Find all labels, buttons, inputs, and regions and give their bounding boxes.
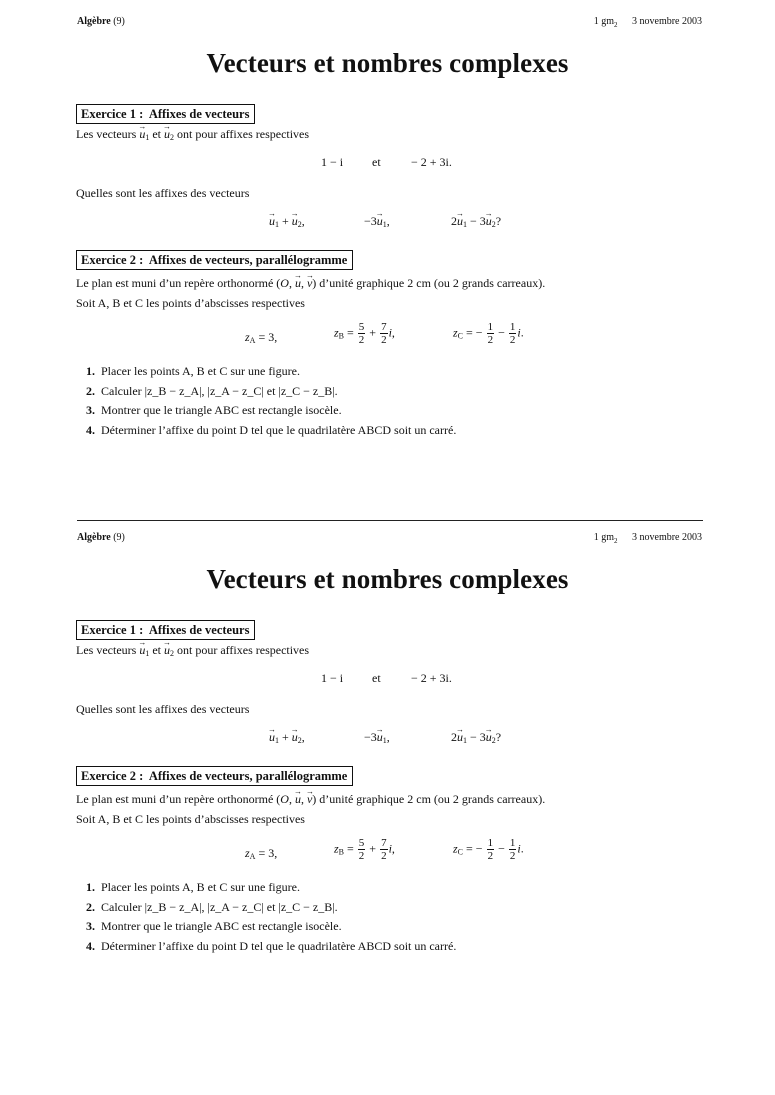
affix-2: − 2 + 3i. xyxy=(411,671,452,685)
exercise-2-heading: Exercice 2 : Affixes de vecteurs, parallélogramme xyxy=(76,250,353,270)
affix-and: et xyxy=(372,671,381,685)
exercise-sheet-top xyxy=(0,0,775,515)
exercise-2-line1: Le plan est muni d’un repère orthonormé (O, → u, → v) d’unité graphique 2 cm (ou 2 grands carreaux). xyxy=(76,276,545,291)
z-a: $z_A = 3$, xyxy=(245,846,278,861)
exercise-1-intro: Les vecteurs → $u_1$ et → $u_2$ ont pour affixes respectives xyxy=(76,127,309,145)
exercise-2-line2: Soit A, B et C les points d’abscisses respectives xyxy=(76,812,305,826)
vector-comb: $2\to u_1 - 3\to u_2$? xyxy=(451,730,501,748)
list-item: 4. Déterminer l’affixe du point D tel que le quadrilatère ABCD soit un carré. xyxy=(86,423,457,437)
exercise-1-intro: Les vecteurs → $u_1$ et → $u_2$ ont pour affixes respectives xyxy=(76,643,309,661)
z-b: $z_B$ = $\frac{5}{2}$ + $\frac{7}{2}$ i, xyxy=(334,321,395,346)
z-a: $z_A = 3$, xyxy=(245,330,278,345)
header-subject: Algèbre (9) xyxy=(77,532,125,543)
exercise-2-line1: Le plan est muni d’un repère orthonormé (O, → u, → v) d’unité graphique 2 cm (ou 2 grands carreaux). xyxy=(76,792,545,807)
exercise-sheet-bottom xyxy=(0,516,775,1031)
vector-sum: → $u_1$ + → $u_2$, xyxy=(269,730,305,748)
list-item: 2. Calculer |z_B − z_A|, |z_A − z_C| et |z_C − z_B|. xyxy=(86,900,338,914)
affix-1: 1 − i xyxy=(321,671,344,685)
list-item: 1. Placer les points A, B et C sur une figure. xyxy=(86,880,300,894)
exercise-1-heading: Exercice 1 : Affixes de vecteurs xyxy=(76,104,255,124)
exercise-2-heading: Exercice 2 : Affixes de vecteurs, parallélogramme xyxy=(76,766,353,786)
header-class-date: 1 $gm_2$ 3 novembre 2003 xyxy=(593,532,702,545)
header-subject: Algèbre (9) xyxy=(77,16,125,27)
list-item: 2. Calculer |z_B − z_A|, |z_A − z_C| et |z_C − z_B|. xyxy=(86,384,338,398)
list-item: 3. Montrer que le triangle ABC est rectangle isocèle. xyxy=(86,403,342,417)
vector-neg: $-3\to u_1$, xyxy=(364,730,390,748)
exercise-1-question: Quelles sont les affixes des vecteurs xyxy=(76,702,250,716)
header-class-date: 1 $gm_2$ 3 novembre 2003 xyxy=(593,16,702,29)
page-title: Vecteurs et nombres complexes xyxy=(206,48,569,78)
list-item: 3. Montrer que le triangle ABC est rectangle isocèle. xyxy=(86,919,342,933)
exercise-1-heading: Exercice 1 : Affixes de vecteurs xyxy=(76,620,255,640)
affix-2: − 2 + 3i. xyxy=(411,155,452,169)
vector-neg: $-3\to u_1$, xyxy=(364,214,390,232)
page-title: Vecteurs et nombres complexes xyxy=(206,564,569,594)
list-item: 1. Placer les points A, B et C sur une figure. xyxy=(86,364,300,378)
affix-and: et xyxy=(372,155,381,169)
affix-1: 1 − i xyxy=(321,155,344,169)
list-item: 4. Déterminer l’affixe du point D tel que le quadrilatère ABCD soit un carré. xyxy=(86,939,457,953)
vector-sum: → $u_1$ + → $u_2$, xyxy=(269,214,305,232)
exercise-2-line2: Soit A, B et C les points d’abscisses respectives xyxy=(76,296,305,310)
z-c: $z_C$ = − $\frac{1}{2}$ − $\frac{1}{2}$ i. xyxy=(453,837,524,862)
vector-comb: $2\to u_1 - 3\to u_2$? xyxy=(451,214,501,232)
z-c: $z_C$ = − $\frac{1}{2}$ − $\frac{1}{2}$ i. xyxy=(453,321,524,346)
exercise-1-question: Quelles sont les affixes des vecteurs xyxy=(76,186,250,200)
z-b: $z_B$ = $\frac{5}{2}$ + $\frac{7}{2}$ i, xyxy=(334,837,395,862)
